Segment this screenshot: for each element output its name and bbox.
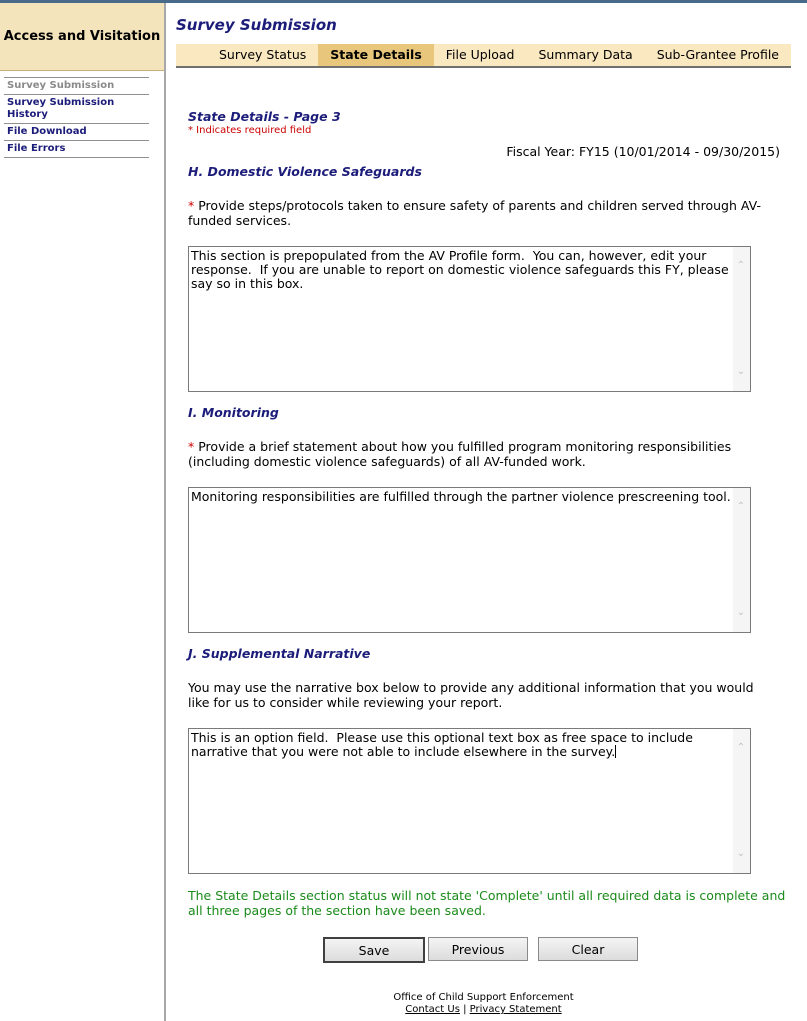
privacy-statement-link[interactable]: Privacy Statement [469,1004,562,1015]
section-i-prompt-text: Provide a brief statement about how you fulfilled program monitoring responsibilities (including domestic violence safeguards) of all AV-funded work. [188,439,732,469]
textarea-scrollbar[interactable] [733,729,750,873]
contact-us-link[interactable]: Contact Us [405,1004,460,1015]
footer-separator: | [463,1004,467,1015]
sidebar-item-survey-submission[interactable]: Survey Submission [4,77,149,94]
textarea-scrollbar[interactable] [733,488,750,632]
required-asterisk: * [188,198,195,213]
sidebar-header: Access and Visitation [0,3,164,71]
section-i-title: I. Monitoring [188,405,279,420]
tab-file-upload[interactable]: File Upload [445,47,515,62]
page-title: Survey Submission [176,16,337,34]
textarea-value-text: This is an option field. Please use this optional text box as free space to include narrative that you were not able to include elsewhere in the survey. [191,730,697,759]
tab-state-details[interactable]: State Details [318,44,434,66]
sidebar [0,3,166,1021]
monitoring-textarea[interactable] [188,487,751,633]
sidebar-item-file-errors[interactable]: File Errors [4,140,149,158]
section-h-prompt-text: Provide steps/protocols taken to ensure safety of parents and children served through AV-funded services. [188,198,761,228]
tab-sub-grantee-profile[interactable]: Sub-Grantee Profile [656,47,779,62]
section-j-title: J. Supplemental Narrative [188,646,371,661]
required-asterisk: * [188,439,195,454]
section-h-title: H. Domestic Violence Safeguards [188,164,422,179]
tab-summary-data[interactable]: Summary Data [538,47,633,62]
section-status-note: The State Details section status will not state 'Complete' until all required data is complete and all three pages of the section have been saved. [188,888,786,918]
save-button[interactable]: Save [323,937,425,963]
form-page-title: State Details - Page 3 [188,109,341,124]
scroll-up-icon[interactable]: ⌃ [736,501,746,512]
scroll-down-icon[interactable]: ⌄ [736,366,746,377]
sidebar-item-survey-submission-history[interactable]: Survey Submission History [4,94,149,123]
footer-org: Office of Child Support Enforcement [393,992,574,1003]
scroll-up-icon[interactable]: ⌃ [736,742,746,753]
previous-button[interactable]: Previous [428,937,528,961]
scroll-up-icon[interactable]: ⌃ [736,260,746,271]
textarea-value: This section is prepopulated from the AV Profile form. You can, however, edit your response. If you are unable to report on domestic violence safeguards this FY, please say so in this box. [191,248,733,291]
sidebar-item-file-download[interactable]: File Download [4,123,149,140]
tab-bar [176,44,791,68]
clear-button[interactable]: Clear [538,937,638,961]
section-i-prompt [188,439,778,469]
text-cursor [615,745,616,758]
footer [176,992,791,1016]
scroll-down-icon[interactable]: ⌄ [736,607,746,618]
required-field-note: * Indicates required field [188,125,312,136]
textarea-value [191,731,731,759]
section-j-prompt: You may use the narrative box below to provide any additional information that you would like for us to consider while reviewing your report. [188,680,754,710]
domestic-violence-safeguards-textarea[interactable] [188,246,751,392]
supplemental-narrative-textarea[interactable] [188,728,751,874]
tab-survey-status[interactable]: Survey Status [218,47,307,62]
section-h-prompt [188,198,778,228]
side-nav [4,77,149,158]
fiscal-year: Fiscal Year: FY15 (10/01/2014 - 09/30/2015) [506,144,780,159]
scroll-down-icon[interactable]: ⌄ [736,848,746,859]
textarea-scrollbar[interactable] [733,247,750,391]
textarea-value: Monitoring responsibilities are fulfilled through the partner violence prescreening tool. [191,489,731,504]
